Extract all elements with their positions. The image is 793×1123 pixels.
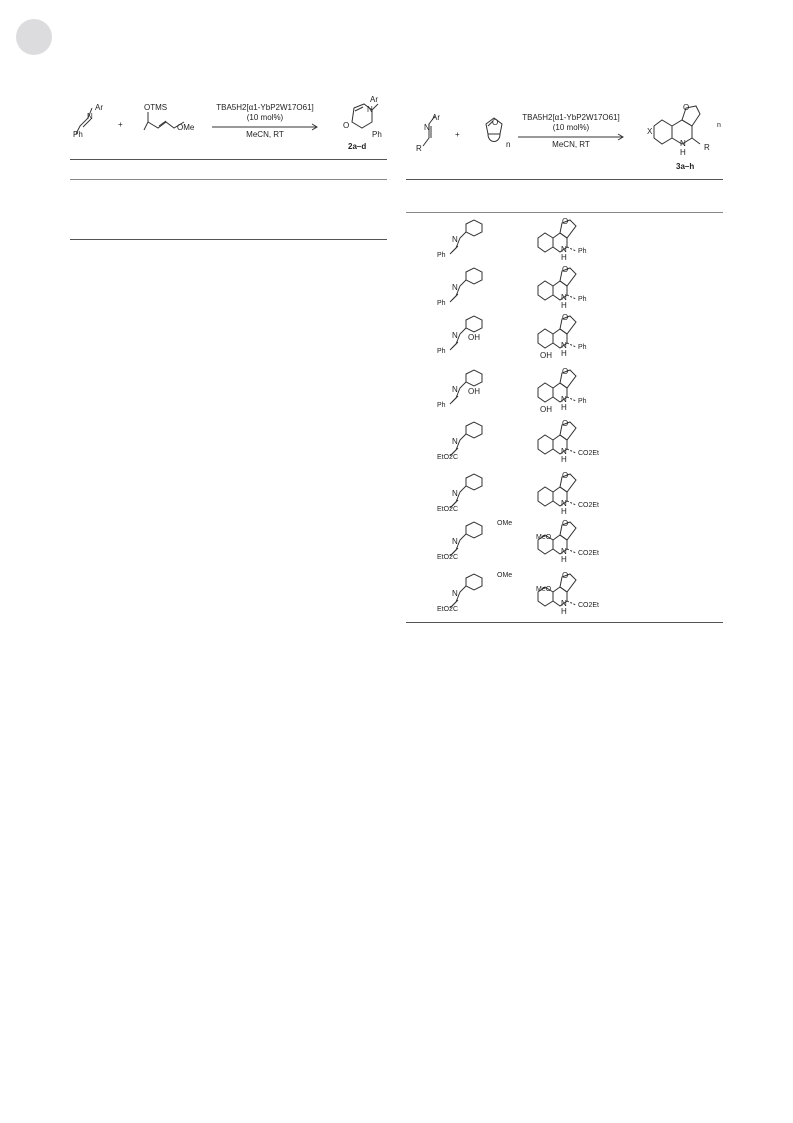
product-o-label: O (343, 121, 350, 130)
product-h-label: H (561, 455, 567, 464)
table-left-header-rule (70, 179, 387, 180)
product-oh-label: OH (540, 351, 552, 360)
imine-ome-label: OMe (497, 572, 513, 579)
plus-sign-right: + (455, 130, 460, 139)
product-n-label: N (561, 395, 567, 404)
product-right-nh-n: N (680, 139, 686, 148)
imine-n-label: N (87, 112, 93, 121)
conditions-left (212, 103, 318, 123)
table-right-top-rule (406, 179, 723, 180)
product-r-label: Ph (578, 398, 587, 405)
product-o-label: O (562, 419, 569, 428)
product-right-x: X (647, 127, 653, 136)
product-o-label: O (562, 265, 569, 274)
imine-substituent-label: EtO2C (437, 506, 459, 513)
product-drawing (536, 266, 616, 310)
product-label-2a-d: 2a–d (348, 142, 367, 151)
product-h-label: H (561, 253, 567, 262)
imine-substituent-label: EtO2C (437, 454, 459, 461)
product-h-label: H (561, 555, 567, 564)
imine-right-r: R (416, 144, 422, 153)
product-r-label: CO2Et (578, 450, 600, 457)
table-left-bottom-rule (70, 239, 387, 240)
product-n-label: N (561, 447, 567, 456)
imine-substituent-label: EtO2C (437, 554, 459, 561)
product-r-label: Ph (578, 248, 587, 255)
product-n-label: N (561, 599, 567, 608)
solvent-right: MeCN, RT (552, 140, 590, 149)
imine-n-label: N (452, 589, 458, 598)
product-meo-label: MeO (536, 586, 552, 593)
imine-right-n: N (424, 123, 430, 132)
imine-oh-label: OH (468, 387, 480, 396)
product-o-label: O (562, 471, 569, 480)
catalyst-label: TBA5H2[α1-YbP2W17O61] (216, 103, 314, 112)
product-n-label: N (561, 547, 567, 556)
imine-n-label: N (452, 283, 458, 292)
product-o-label: O (562, 313, 569, 322)
product-ar-label: Ar (370, 95, 378, 104)
imine-ome-label: OMe (497, 520, 513, 527)
imine-ph-label: Ph (73, 130, 83, 139)
product-drawing (536, 572, 616, 616)
product-o-label: O (562, 519, 569, 528)
product-n-label: N (561, 245, 567, 254)
imine-n-label: N (452, 331, 458, 340)
product-label-3a-h: 3a–h (676, 162, 695, 171)
product-ring-left (340, 100, 390, 140)
product-n-label: N (561, 341, 567, 350)
imine-right-ar: Ar (432, 113, 440, 122)
enol-ether-o: O (492, 118, 499, 127)
product-right-r: R (704, 143, 710, 152)
loading-label-right: (10 mol%) (552, 123, 590, 132)
table-left-top-rule (70, 159, 387, 160)
imine-n-label: N (452, 437, 458, 446)
imine-n-label: N (452, 537, 458, 546)
product-right-nh-h: H (680, 148, 686, 157)
enol-ether-structure (478, 112, 518, 152)
imine-n-label: N (452, 235, 458, 244)
product-o-label: O (562, 217, 569, 226)
diene-otms-label: OTMS (144, 103, 168, 112)
product-n-label: N (561, 499, 567, 508)
imine-n-label: N (452, 489, 458, 498)
diene-ome-label: OMe (177, 123, 195, 132)
product-r-label: Ph (578, 296, 587, 303)
product-right-n-sub: n (717, 122, 721, 129)
solvent-left: MeCN, RT (246, 130, 284, 139)
product-h-label: H (561, 607, 567, 616)
product-h-label: H (561, 349, 567, 358)
product-h-label: H (561, 403, 567, 412)
plus-sign-left: + (118, 120, 123, 129)
page-marker-circle (16, 19, 52, 55)
product-r-label: CO2Et (578, 602, 600, 609)
product-drawing (536, 420, 616, 464)
product-r-label: CO2Et (578, 550, 600, 557)
table-right-header-rule (406, 212, 723, 213)
product-ph-label: Ph (372, 130, 382, 139)
imine-substituent-label: Ph (437, 402, 446, 409)
product-drawing (536, 218, 616, 262)
imine-ar-label: Ar (95, 103, 103, 112)
product-n-label: N (561, 293, 567, 302)
product-drawing (536, 472, 616, 516)
product-r-label: CO2Et (578, 502, 600, 509)
product-right-o: O (683, 103, 690, 112)
imine-substituent-label: Ph (437, 252, 446, 259)
imine-n-label: N (452, 385, 458, 394)
table-right-bottom-rule (406, 622, 723, 623)
product-oh-label: OH (540, 405, 552, 414)
imine-substituent-label: EtO2C (437, 606, 459, 613)
product-h-label: H (561, 301, 567, 310)
conditions-right (518, 113, 624, 133)
product-h-label: H (561, 507, 567, 516)
imine-substituent-label: Ph (437, 300, 446, 307)
enol-ether-n: n (506, 140, 511, 149)
product-o-label: O (562, 571, 569, 580)
product-r-label: Ph (578, 344, 587, 351)
catalyst-label-right: TBA5H2[α1-YbP2W17O61] (522, 113, 620, 122)
imine-oh-label: OH (468, 333, 480, 342)
product-drawing (536, 520, 616, 564)
product-n-label: N (367, 105, 373, 114)
imine-substituent-label: Ph (437, 348, 446, 355)
product-meo-label: MeO (536, 534, 552, 541)
product-o-label: O (562, 367, 569, 376)
loading-label: (10 mol%) (246, 113, 284, 122)
